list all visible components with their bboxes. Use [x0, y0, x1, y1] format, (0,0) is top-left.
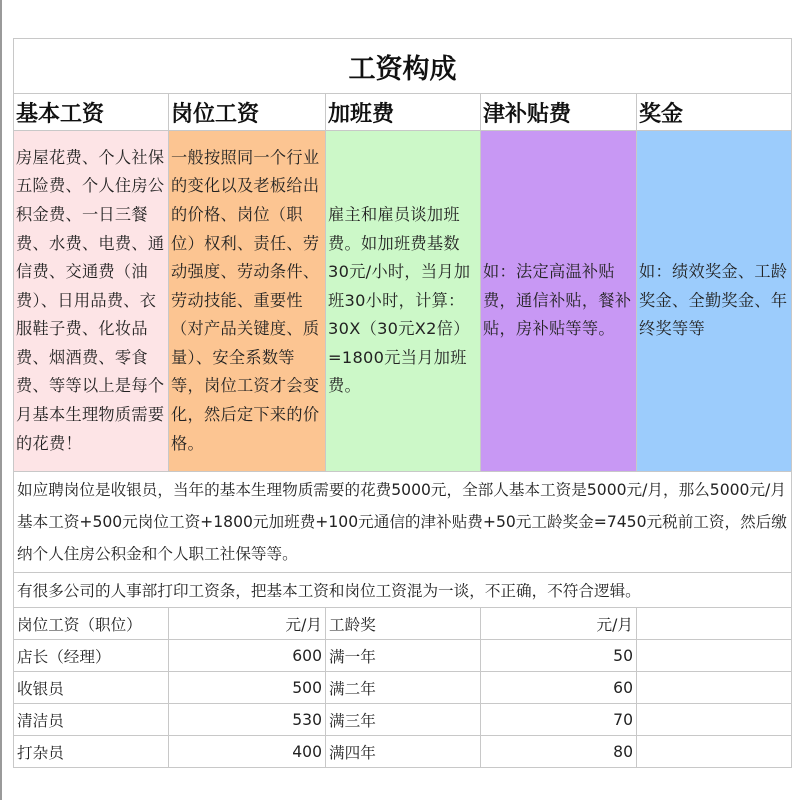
note-row: [14, 573, 792, 608]
seniority-level[interactable]: 满三年: [326, 704, 481, 736]
table-row: [14, 704, 792, 736]
position-name[interactable]: 清洁员: [14, 704, 169, 736]
seniority-bonus[interactable]: 80: [481, 736, 637, 768]
header-basic-salary[interactable]: 基本工资: [14, 94, 169, 131]
table-row: [14, 640, 792, 672]
table-row: [14, 672, 792, 704]
sheet-title[interactable]: 工资构成: [14, 39, 792, 94]
seniority-level[interactable]: 满二年: [326, 672, 481, 704]
description-overtime-pay[interactable]: 雇主和雇员谈加班费。如加班费基数30元/小时，当月加班30小时，计算：30X（30元X2倍）=1800元当月加班费。: [326, 131, 481, 472]
position-pay[interactable]: 500: [169, 672, 326, 704]
note-text[interactable]: 有很多公司的人事部打印工资条，把基本工资和岗位工资混为一谈，不正确，不符合逻辑。: [14, 573, 792, 608]
header-bonus[interactable]: 奖金: [637, 94, 792, 131]
rate-header-position[interactable]: 岗位工资（职位）: [14, 608, 169, 640]
position-pay[interactable]: 400: [169, 736, 326, 768]
position-name[interactable]: 打杂员: [14, 736, 169, 768]
position-pay[interactable]: 600: [169, 640, 326, 672]
description-bonus[interactable]: 如：绩效奖金、工龄奖金、全勤奖金、年终奖等等: [637, 131, 792, 472]
example-row: [14, 472, 792, 573]
description-basic-salary[interactable]: 房屋花费、个人社保五险费、个人住房公积金费、一日三餐费、水费、电费、通信费、交通费（油费）、日用品费、衣服鞋子费、化妆品费、烟酒费、零食费、等等以上是每个月基本生理物质需要的花费！: [14, 131, 169, 472]
rate-header-unit[interactable]: 元/月: [169, 608, 326, 640]
position-name[interactable]: 收银员: [14, 672, 169, 704]
example-paragraph[interactable]: 如应聘岗位是收银员，当年的基本生理物质需要的花费5000元，全部人基本工资是5000元/月，那么5000元/月基本工资+500元岗位工资+1800元加班费+100元通信的津补贴费+50元工龄奖金=7450元税前工资，然后缴纳个人住房公积金和个人职工社保等等。: [14, 472, 792, 573]
position-name[interactable]: 店长（经理）: [14, 640, 169, 672]
empty-cell[interactable]: [637, 736, 792, 768]
table-row: [14, 736, 792, 768]
description-allowance[interactable]: 如：法定高温补贴费，通信补贴，餐补贴，房补贴等等。: [481, 131, 637, 472]
empty-cell[interactable]: [637, 704, 792, 736]
seniority-bonus[interactable]: 60: [481, 672, 637, 704]
header-allowance[interactable]: 津补贴费: [481, 94, 637, 131]
seniority-level[interactable]: 满四年: [326, 736, 481, 768]
seniority-bonus[interactable]: 50: [481, 640, 637, 672]
seniority-level[interactable]: 满一年: [326, 640, 481, 672]
empty-cell[interactable]: [637, 640, 792, 672]
header-overtime-pay[interactable]: 加班费: [326, 94, 481, 131]
rate-header-empty[interactable]: [637, 608, 792, 640]
empty-cell[interactable]: [637, 672, 792, 704]
description-post-salary[interactable]: 一般按照同一个行业的变化以及老板给出的价格、岗位（职位）权利、责任、劳动强度、劳动条件、劳动技能、重要性（对产品关键度、质量）、安全系数等等，岗位工资才会变化，然后定下来的价格。: [169, 131, 326, 472]
header-row: [14, 94, 792, 131]
description-row: [14, 131, 792, 472]
rate-table-header-row: [14, 608, 792, 640]
title-row: [14, 39, 792, 94]
seniority-bonus[interactable]: 70: [481, 704, 637, 736]
position-pay[interactable]: 530: [169, 704, 326, 736]
rate-header-seniority[interactable]: 工龄奖: [326, 608, 481, 640]
header-post-salary[interactable]: 岗位工资: [169, 94, 326, 131]
left-border: [0, 0, 2, 800]
rate-header-unit-2[interactable]: 元/月: [481, 608, 637, 640]
salary-composition-sheet: [13, 38, 792, 768]
